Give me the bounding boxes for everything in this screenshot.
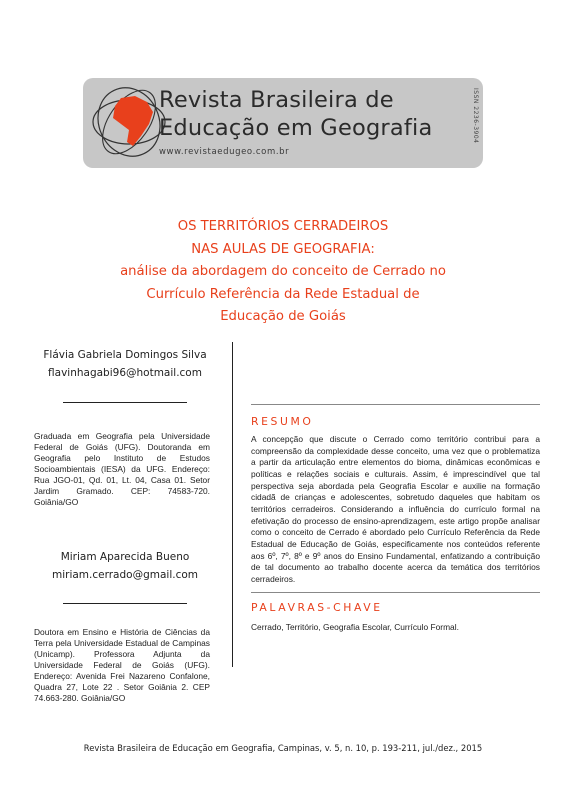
author-name: Miriam Aparecida Bueno: [60, 551, 190, 563]
author-email[interactable]: flavinhagabi96@hotmail.com: [48, 367, 202, 379]
journal-url[interactable]: www.revistaedugeo.com.br: [159, 147, 290, 157]
subtitle-line-1: análise da abordagem do conceito de Cerrado no: [120, 264, 446, 279]
author-1-bio: Graduada em Geografia pela Universidade Federal de Goiás (UFG). Doutoranda em Geografia pelo Instituto de Estudos Socioambientais (IESA) da UFG. Endereço: Rua JGO-01, Qd. 01, Lt. 04, Casa 01. Setor Jardim Gramado. CEP: 74583-720. Goiânia/GO: [34, 431, 210, 507]
author-email[interactable]: miriam.cerrado@gmail.com: [51, 569, 198, 581]
divider: [63, 402, 187, 403]
column-divider: [232, 342, 233, 667]
author-name: Flávia Gabriela Domingos Silva: [43, 349, 207, 361]
keywords-text: Cerrado, Território, Geografia Escolar, Currículo Formal.: [251, 622, 459, 632]
divider: [63, 603, 187, 604]
journal-banner: [83, 78, 483, 168]
journal-title: Revista Brasileira de Educação em Geografia: [159, 87, 433, 141]
keywords-heading: PALAVRAS-CHAVE: [251, 601, 383, 614]
title-line-1: OS TERRITÓRIOS CERRADEIROS: [177, 219, 389, 234]
author-1: [30, 346, 220, 382]
title-line-2: NAS AULAS DE GEOGRAFIA:: [191, 241, 375, 257]
author-2: [30, 548, 220, 584]
subtitle-line-2: Currículo Referência da Rede Estadual de: [146, 286, 420, 302]
issn: ISSN 2236-3904: [472, 88, 479, 144]
author-2-bio: Doutora em Ensino e História de Ciências da Terra pela Universidade Estadual de Campinas (Unicamp). Professora Adjunta da Universidade Federal de Goiás (UFG). Endereço: Avenida Frei Nazareno Confalone, Quadra 27, Lote 22 . Setor Goiânia 2. CEP 74.663-280. Goiânia/GO: [34, 627, 210, 703]
subtitle-line-3: Educação de Goiás: [220, 309, 346, 324]
abstract-text: A concepção que discute o Cerrado como território contribui para a compreensão da complexidade desse conceito, uma vez que o problematiza a partir da articulação entre elementos do bioma, dinâmicas econômicas e políticas e relações sociais e culturais. Assim, é imprescindível que tal perspectiva seja abordada pela Geografia Escolar e auxilie na formação cidadã de crianças e adolescentes, sobretudo daqueles que habitam os territórios cerradeiros. Considerando a influência do currículo formal na efetivação do processo de ensino-aprendizagem, este artigo propõe analisar como o conceito de Cerrado é abordado pelo Currículo Referência da Rede Estadual de Educação de Goiás, especificamente nos conteúdos referente aos 6º, 7º, 8º e 9º anos do Ensino Fundamental, enfatizando a contribuição de tal documento ao trabalho docente acerca da temática dos territórios cerradeiros.: [251, 434, 540, 584]
section-rule: [251, 592, 540, 593]
article-title: [40, 216, 526, 329]
abstract-heading: RESUMO: [251, 415, 314, 428]
page-footer: Revista Brasileira de Educação em Geografia, Campinas, v. 5, n. 10, p. 193-211, jul./dez., 2015: [83, 743, 483, 753]
section-rule: [251, 404, 540, 405]
